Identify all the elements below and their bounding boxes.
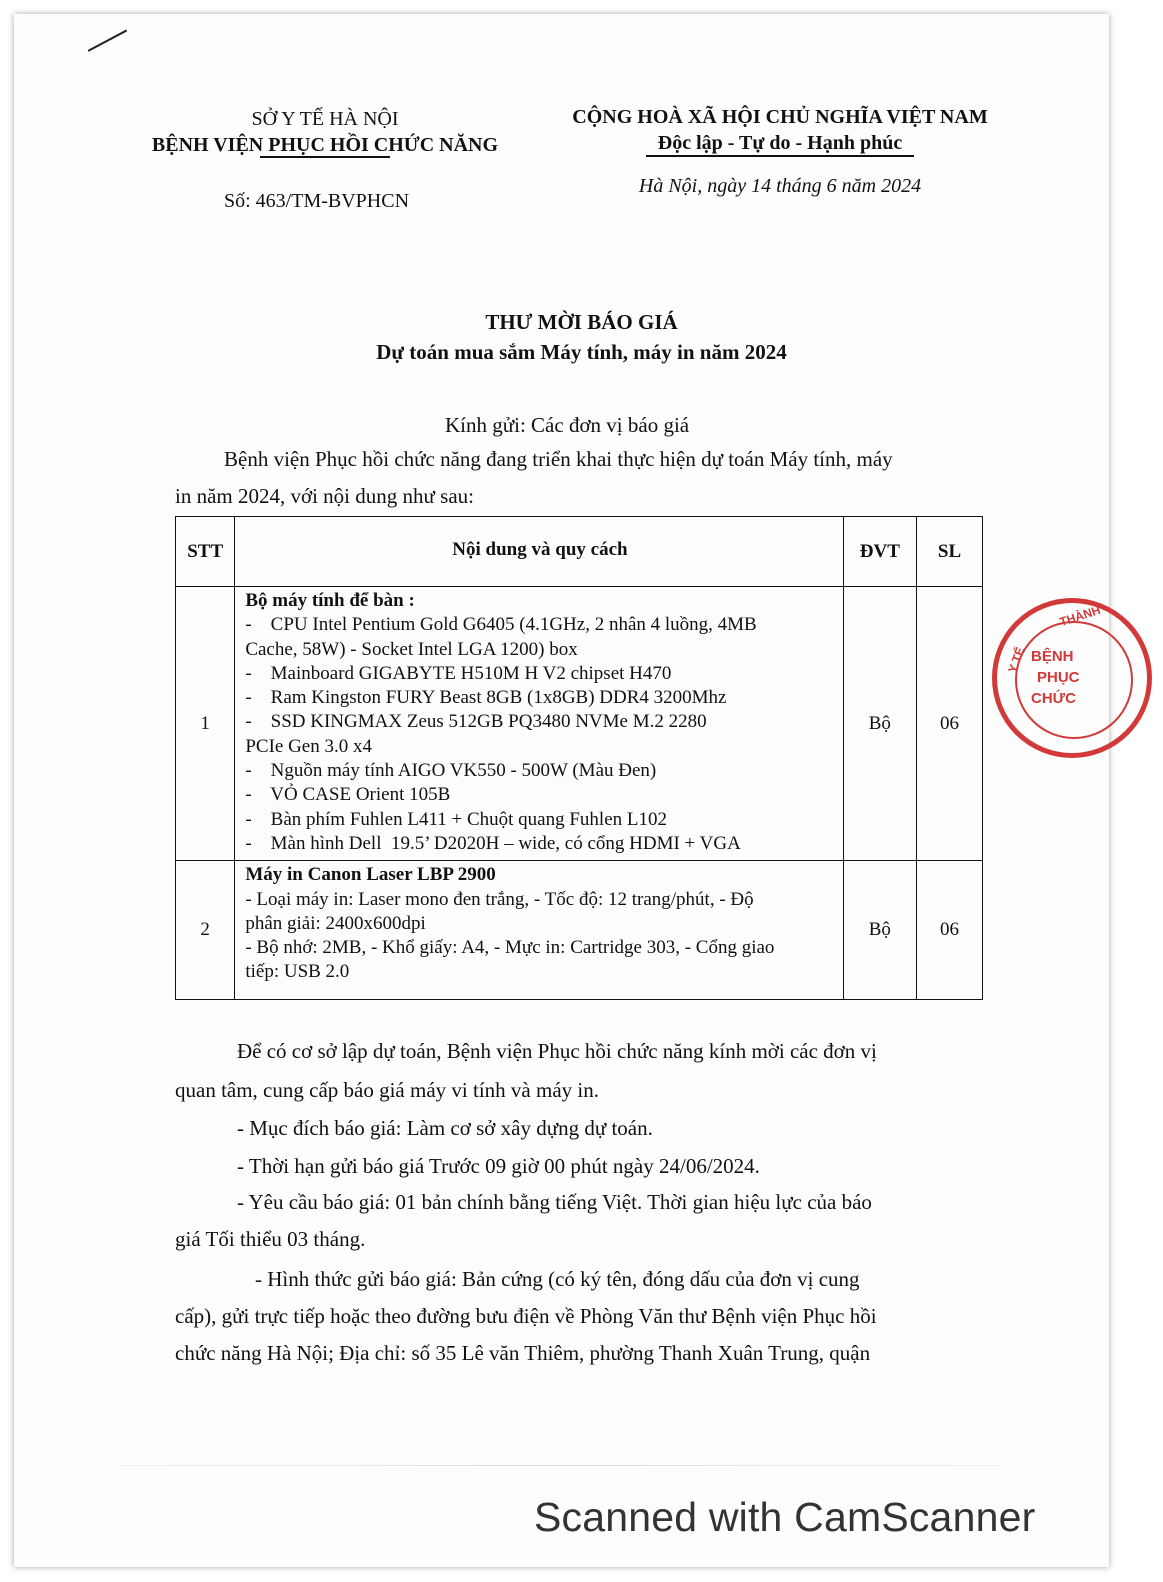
row-qty: 06 [917, 861, 983, 999]
requirement-line-2: giá Tối thiểu 03 tháng. [175, 1227, 366, 1251]
spec-line: - Ram Kingston FURY Beast 8GB (1x8GB) DDR4 3200Mhz [245, 687, 727, 709]
row-title: Bộ máy tính để bàn : [245, 590, 415, 611]
row-title: Máy in Canon Laser LBP 2900 [245, 864, 496, 886]
spec-line: - Mainboard GIGABYTE H510M H V2 chipset H470 [245, 662, 672, 684]
spec-line: - CPU Intel Pentium Gold G6405 (4.1GHz, 2 nhân 4 luồng, 4MB [245, 614, 757, 636]
motto: Độc lập - Tự do - Hạnh phúc [657, 132, 903, 154]
submission-line-1: - Hình thức gửi báo giá: Bản cứng (có ký tên, đóng dấu của đơn vị cung [255, 1267, 860, 1291]
row-unit: Bộ [843, 587, 917, 861]
col-header-desc: Nội dung và quy cách [235, 517, 843, 587]
spec-line: - Bộ nhớ: 2MB, - Khổ giấy: A4, - Mực in: Cartridge 303, - Cổng giao [245, 937, 775, 959]
header-right [540, 104, 1020, 157]
intro-line-2: in năm 2024, với nội dung như sau: [175, 484, 474, 508]
row-stt: 2 [176, 861, 235, 999]
camscanner-watermark: Scanned with CamScanner [534, 1494, 1036, 1540]
salutation: Kính gửi: Các đơn vị báo giá [445, 413, 690, 437]
doc-title: THƯ MỜI BÁO GIÁ [485, 310, 678, 334]
row-desc [235, 587, 843, 861]
col-header-stt: STT [176, 517, 235, 587]
country-name: CỘNG HOÀ XÃ HỘI CHỦ NGHĨA VIỆT NAM [572, 106, 988, 128]
ministry-name: SỞ Y TẾ HÀ NỘI [251, 108, 399, 130]
row-qty: 06 [917, 587, 983, 861]
spec-line: - Nguồn máy tính AIGO VK550 - 500W (Màu Đen) [245, 760, 657, 782]
table-header-row [176, 517, 983, 587]
col-header-qty: SL [917, 517, 983, 587]
table-row [176, 861, 983, 999]
requirement-line-1: - Yêu cầu báo giá: 01 bản chính bằng tiếng Việt. Thời gian hiệu lực của báo [237, 1190, 872, 1214]
header-left [120, 106, 530, 158]
spec-line: - VỎ CASE Orient 105B [245, 784, 451, 806]
col-header-unit: ĐVT [843, 517, 917, 587]
spec-line: - SSD KINGMAX Zeus 512GB PQ3480 NVMe M.2 2280 [245, 711, 707, 733]
submission-line-3: chức năng Hà Nội; Địa chỉ: số 35 Lê văn Thiêm, phường Thanh Xuân Trung, quận [175, 1341, 871, 1365]
para-1-line-1: Để có cơ sở lập dự toán, Bệnh viện Phục hồi chức năng kính mời các đơn vị [237, 1039, 877, 1063]
spec-line: tiếp: USB 2.0 [245, 961, 350, 983]
doc-date: Hà Nội, ngày 14 tháng 6 năm 2024 [638, 175, 922, 197]
row-unit: Bộ [843, 861, 917, 999]
page-fold-shadow [120, 1465, 1000, 1466]
para-1-line-2: quan tâm, cung cấp báo giá máy vi tính và máy in. [175, 1078, 599, 1102]
spec-line: PCIe Gen 3.0 x4 [245, 735, 372, 757]
items-table [175, 516, 983, 1000]
spec-line: phân giải: 2400x600dpi [245, 912, 426, 934]
hospital-name: BỆNH VIỆN PHỤC HỒI CHỨC NĂNG [151, 134, 499, 156]
spec-line: Cache, 58W) - Socket Intel LGA 1200) box [245, 638, 578, 660]
row-stt: 1 [176, 587, 235, 861]
row-desc [235, 861, 843, 999]
spec-line: - Loại máy in: Laser mono đen trắng, - Tốc độ: 12 trang/phút, - Độ [245, 888, 754, 910]
doc-number: Số: 463/TM-BVPHCN [224, 190, 410, 212]
official-stamp: THÀNH Y TẾ BỆNH PHỤC CHỨC [980, 590, 1095, 770]
doc-subtitle: Dự toán mua sắm Máy tính, máy in năm 2024 [376, 340, 787, 364]
spec-line: - Màn hình Dell 19.5’ D2020H – wide, có cổng HDMI + VGA [245, 832, 741, 854]
table-row [176, 587, 983, 861]
submission-line-2: cấp), gửi trực tiếp hoặc theo đường bưu điện về Phòng Văn thư Bệnh viện Phục hồi [175, 1304, 877, 1328]
spec-line: - Bàn phím Fuhlen L411 + Chuột quang Fuhlen L102 [245, 808, 667, 830]
purpose-line: - Mục đích báo giá: Làm cơ sở xây dựng dự toán. [237, 1116, 653, 1140]
deadline-line: - Thời hạn gửi báo giá Trước 09 giờ 00 phút ngày 24/06/2024. [237, 1154, 760, 1178]
intro-line-1: Bệnh viện Phục hồi chức năng đang triển khai thực hiện dự toán Máy tính, máy [224, 447, 893, 471]
